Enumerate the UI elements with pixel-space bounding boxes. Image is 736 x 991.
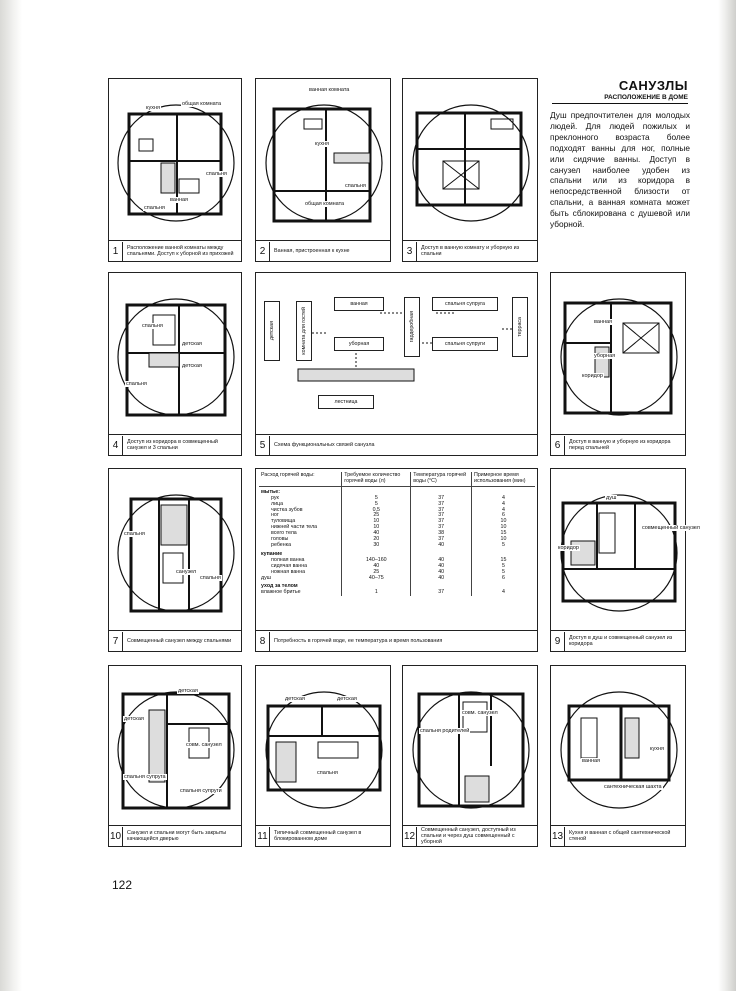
plan-label: спальня [126,381,147,387]
table-cell: 37 [411,508,472,514]
plan-label: спальня супруги [180,788,222,794]
plan-label: санузел [176,569,197,575]
table-cell: 140–160 [342,558,411,564]
table-cell: 0,5 [342,508,411,514]
table-cell: 37 [411,537,472,543]
plan-label: коридор [582,373,603,379]
table-cell: 4 [472,590,535,596]
table-cell: 10 [472,525,535,531]
caption-text: Совмещенный санузел, доступный из спальни и через душ совмещенный с уборной [421,827,516,845]
figure-10 [108,665,242,847]
diagram-box: лестница [318,395,374,409]
table-cell: полная ванна [271,556,305,563]
page-subtitle: РАСПОЛОЖЕНИЕ В ДОМЕ [552,94,688,104]
table-cell: 5 [472,570,535,576]
figure-caption [256,434,537,455]
table-header: Примерное время использования (мин) [472,472,535,486]
table-cell: 37 [411,502,472,508]
table-cell: мытье: [261,488,281,495]
figure-number: 7 [109,632,123,651]
table-cell: нижней части тела [271,524,318,531]
caption-text: Доступ из коридора в совмещенный санузел и 3 спальни [127,439,218,451]
floor-plan-3 [403,79,539,243]
figure-caption [551,825,685,846]
figure-number: 9 [551,632,565,651]
plan-label: сантехническая шахта [604,784,662,790]
figure-number: 13 [551,827,565,846]
plan-label: спальня [124,531,145,537]
diagram-box: детская [264,301,280,361]
figure-13 [550,665,686,847]
table-cell: 30 [342,543,411,549]
table-cell: 37 [411,590,472,596]
plan-label: совм. санузел [462,710,498,716]
page-number: 122 [112,878,133,892]
table-cell: 6 [472,513,535,519]
figure-caption [551,630,685,651]
table-cell: 5 [342,496,411,502]
figure-number: 11 [256,827,270,846]
table-cell: 6 [472,576,535,582]
figure-caption [256,240,390,261]
table-cell: 40–75 [342,576,411,582]
caption-text: Доступ в ванную и уборную из коридора перед спальней [569,439,671,451]
table-cell: ног [271,512,279,519]
figure-3 [402,78,538,262]
table-cell: 5 [472,564,535,570]
plan-label: общая комната [305,201,345,207]
plan-label: совмещенный санузел [642,525,700,531]
table-cell: 40 [411,543,472,549]
table-cell: 15 [472,558,535,564]
plan-label: детская [285,696,305,702]
table-cell: 1 [342,590,411,596]
caption-text: Расположение ванной комнаты между спальнями. Доступ к уборной из прихожей [127,245,234,257]
table-row [259,486,535,495]
diagram-box: уборная [334,337,384,351]
plan-label: общая комната [182,101,222,107]
floor-plan-1 [109,79,243,243]
plan-label: спальня супруга [124,774,166,780]
page-title: САНУЗЛЫ [618,78,688,93]
table-cell: 5 [342,502,411,508]
table-cell: 10 [472,537,535,543]
plan-label: детская [182,363,202,369]
diagram-box: ванная [334,297,384,311]
caption-text: Кухня и ванная с общей сантехнической стеной [569,830,671,842]
plan-label: душ [606,495,617,501]
hot-water-table [259,472,535,596]
plan-label: спальня [317,770,338,776]
caption-text: Ванная, пристроенная к кухне [274,248,350,254]
table-cell: всего тела [271,530,297,537]
table-cell: 37 [411,525,472,531]
figure-9 [550,468,700,652]
diagram-box: спальня супруги [432,337,498,351]
table-cell: 20 [342,537,411,543]
floor-plan-11 [256,666,392,828]
plan-label: детская [337,696,357,702]
figure-caption [109,630,241,651]
floor-plan-4 [109,273,243,437]
figure-caption [109,434,241,455]
plan-label: спальня родителей [420,728,470,734]
floor-plan-6 [551,273,687,437]
caption-text: Потребность в горячей воде, ее температура и время пользования [274,638,443,644]
diagram-box: комната для гостей [296,301,312,361]
figure-5 [255,272,538,456]
table-cell: 4 [472,502,535,508]
table-row [259,590,535,596]
table-cell: 37 [411,496,472,502]
caption-text: Совмещенный санузел между спальнями [127,638,232,644]
caption-text: Доступ в ванную комнату и уборную из спальни [421,245,520,257]
figure-caption [109,240,241,261]
plan-label: ванная [594,319,613,325]
figure-number: 12 [403,827,417,846]
figure-caption [109,825,241,846]
table-cell: 40 [411,558,472,564]
plan-label: ванная [170,197,189,203]
plan-label: спальня [200,575,221,581]
table-cell: 37 [411,519,472,525]
plan-label: кухня [650,746,664,752]
diagram-box: спальня супруга [432,297,498,311]
figure-caption [256,630,537,651]
figure-11 [255,665,391,847]
plan-label: спальня [144,205,165,211]
figure-6 [550,272,686,456]
table-cell: ребенка [271,541,292,548]
plan-label: детская [124,716,144,722]
plan-label: ванная [582,758,601,764]
table-cell: 40 [342,531,411,537]
table-cell: 15 [472,531,535,537]
page-edge-shadow [718,0,736,991]
table-cell: 37 [411,513,472,519]
diagram-box: терраса [512,297,528,357]
table-cell: ножная ванна [271,568,306,575]
table-cell: 40 [411,576,472,582]
diagram-box: гардеробная [404,297,420,357]
figure-number: 4 [109,436,123,455]
table-cell: 4 [472,496,535,502]
table-cell: 38 [411,531,472,537]
figure-number: 8 [256,632,270,651]
table-cell: сидячая ванна [271,562,308,569]
caption-text: Схема функциональных связей санузла [274,442,375,448]
plan-label: ванная комната [309,87,350,93]
table-header: Требуемое количество горячей воды (л) [342,472,411,486]
plan-label: спальня [345,183,366,189]
figure-7 [108,468,242,652]
plan-label: спальня [206,171,227,177]
plan-label: кухня [146,105,160,111]
caption-text: Доступ в душ и совмещенный санузел из коридора [569,635,673,647]
figure-caption [403,240,537,261]
table-cell: головы [271,536,289,543]
table-cell: 4 [472,508,535,514]
figure-1 [108,78,242,262]
floor-plan-10 [109,666,243,828]
table-cell: туловища [271,518,296,525]
intro-paragraph: Душ предпочтителен для молодых людей. Для людей пожилых и преклонного возраста более подходят ванны для ног, полные или сидячие ванны. Доступ в санузел наиболее удобен из спальни или из коридора в непосредственной близости от спальни, а ванная комната может быть сблокирована с душевой или уборной. [550,110,690,230]
table-cell: 40 [342,564,411,570]
table-cell: уход за телом [261,583,298,590]
table-cell: влажное бритье [261,589,301,596]
floor-plan-7 [109,469,243,633]
table-cell: душ [261,574,271,581]
figure-12 [402,665,538,847]
plan-label: детская [182,341,202,347]
table-cell: 10 [342,519,411,525]
plan-label: уборная [594,353,616,359]
table-cell: лица [271,500,284,507]
figure-number: 1 [109,242,123,261]
figure-caption [551,434,685,455]
figure-number: 6 [551,436,565,455]
figure-number: 10 [109,827,123,846]
floor-plan-13 [551,666,687,828]
floor-plan-12 [403,666,539,828]
table-cell: 40 [411,564,472,570]
caption-text: Санузел и спальни могут быть закрыты качающейся дверью [127,830,227,842]
floor-plan-9 [551,469,687,633]
plan-label: кухня [315,141,329,147]
plan-label: детская [178,688,198,694]
figure-number: 5 [256,436,270,455]
table-cell: 10 [472,519,535,525]
figure-caption [403,825,537,846]
figure-number: 3 [403,242,417,261]
figure-caption [256,825,390,846]
table-cell: 25 [342,570,411,576]
floor-plan-2 [256,79,392,243]
figure-4 [108,272,242,456]
table-cell: 10 [342,525,411,531]
table-header: Расход горячей воды: [259,472,342,486]
table-cell: чистка зубов [271,506,303,513]
figure-2 [255,78,391,262]
plan-label: коридор [558,545,579,551]
plan-label: совм. санузел [186,742,222,748]
table-cell: рук [271,494,279,501]
plan-label: спальня [142,323,163,329]
table-cell: 5 [472,543,535,549]
caption-text: Типичный совмещенный санузел в блокированном доме [274,830,362,842]
table-header: Температура горячей воды (°С) [411,472,472,486]
table-cell: купание [261,550,283,557]
table-cell: 25 [342,513,411,519]
figure-8 [255,468,538,652]
page-spine-shadow [0,0,22,991]
table-cell: 40 [411,570,472,576]
figure-number: 2 [256,242,270,261]
